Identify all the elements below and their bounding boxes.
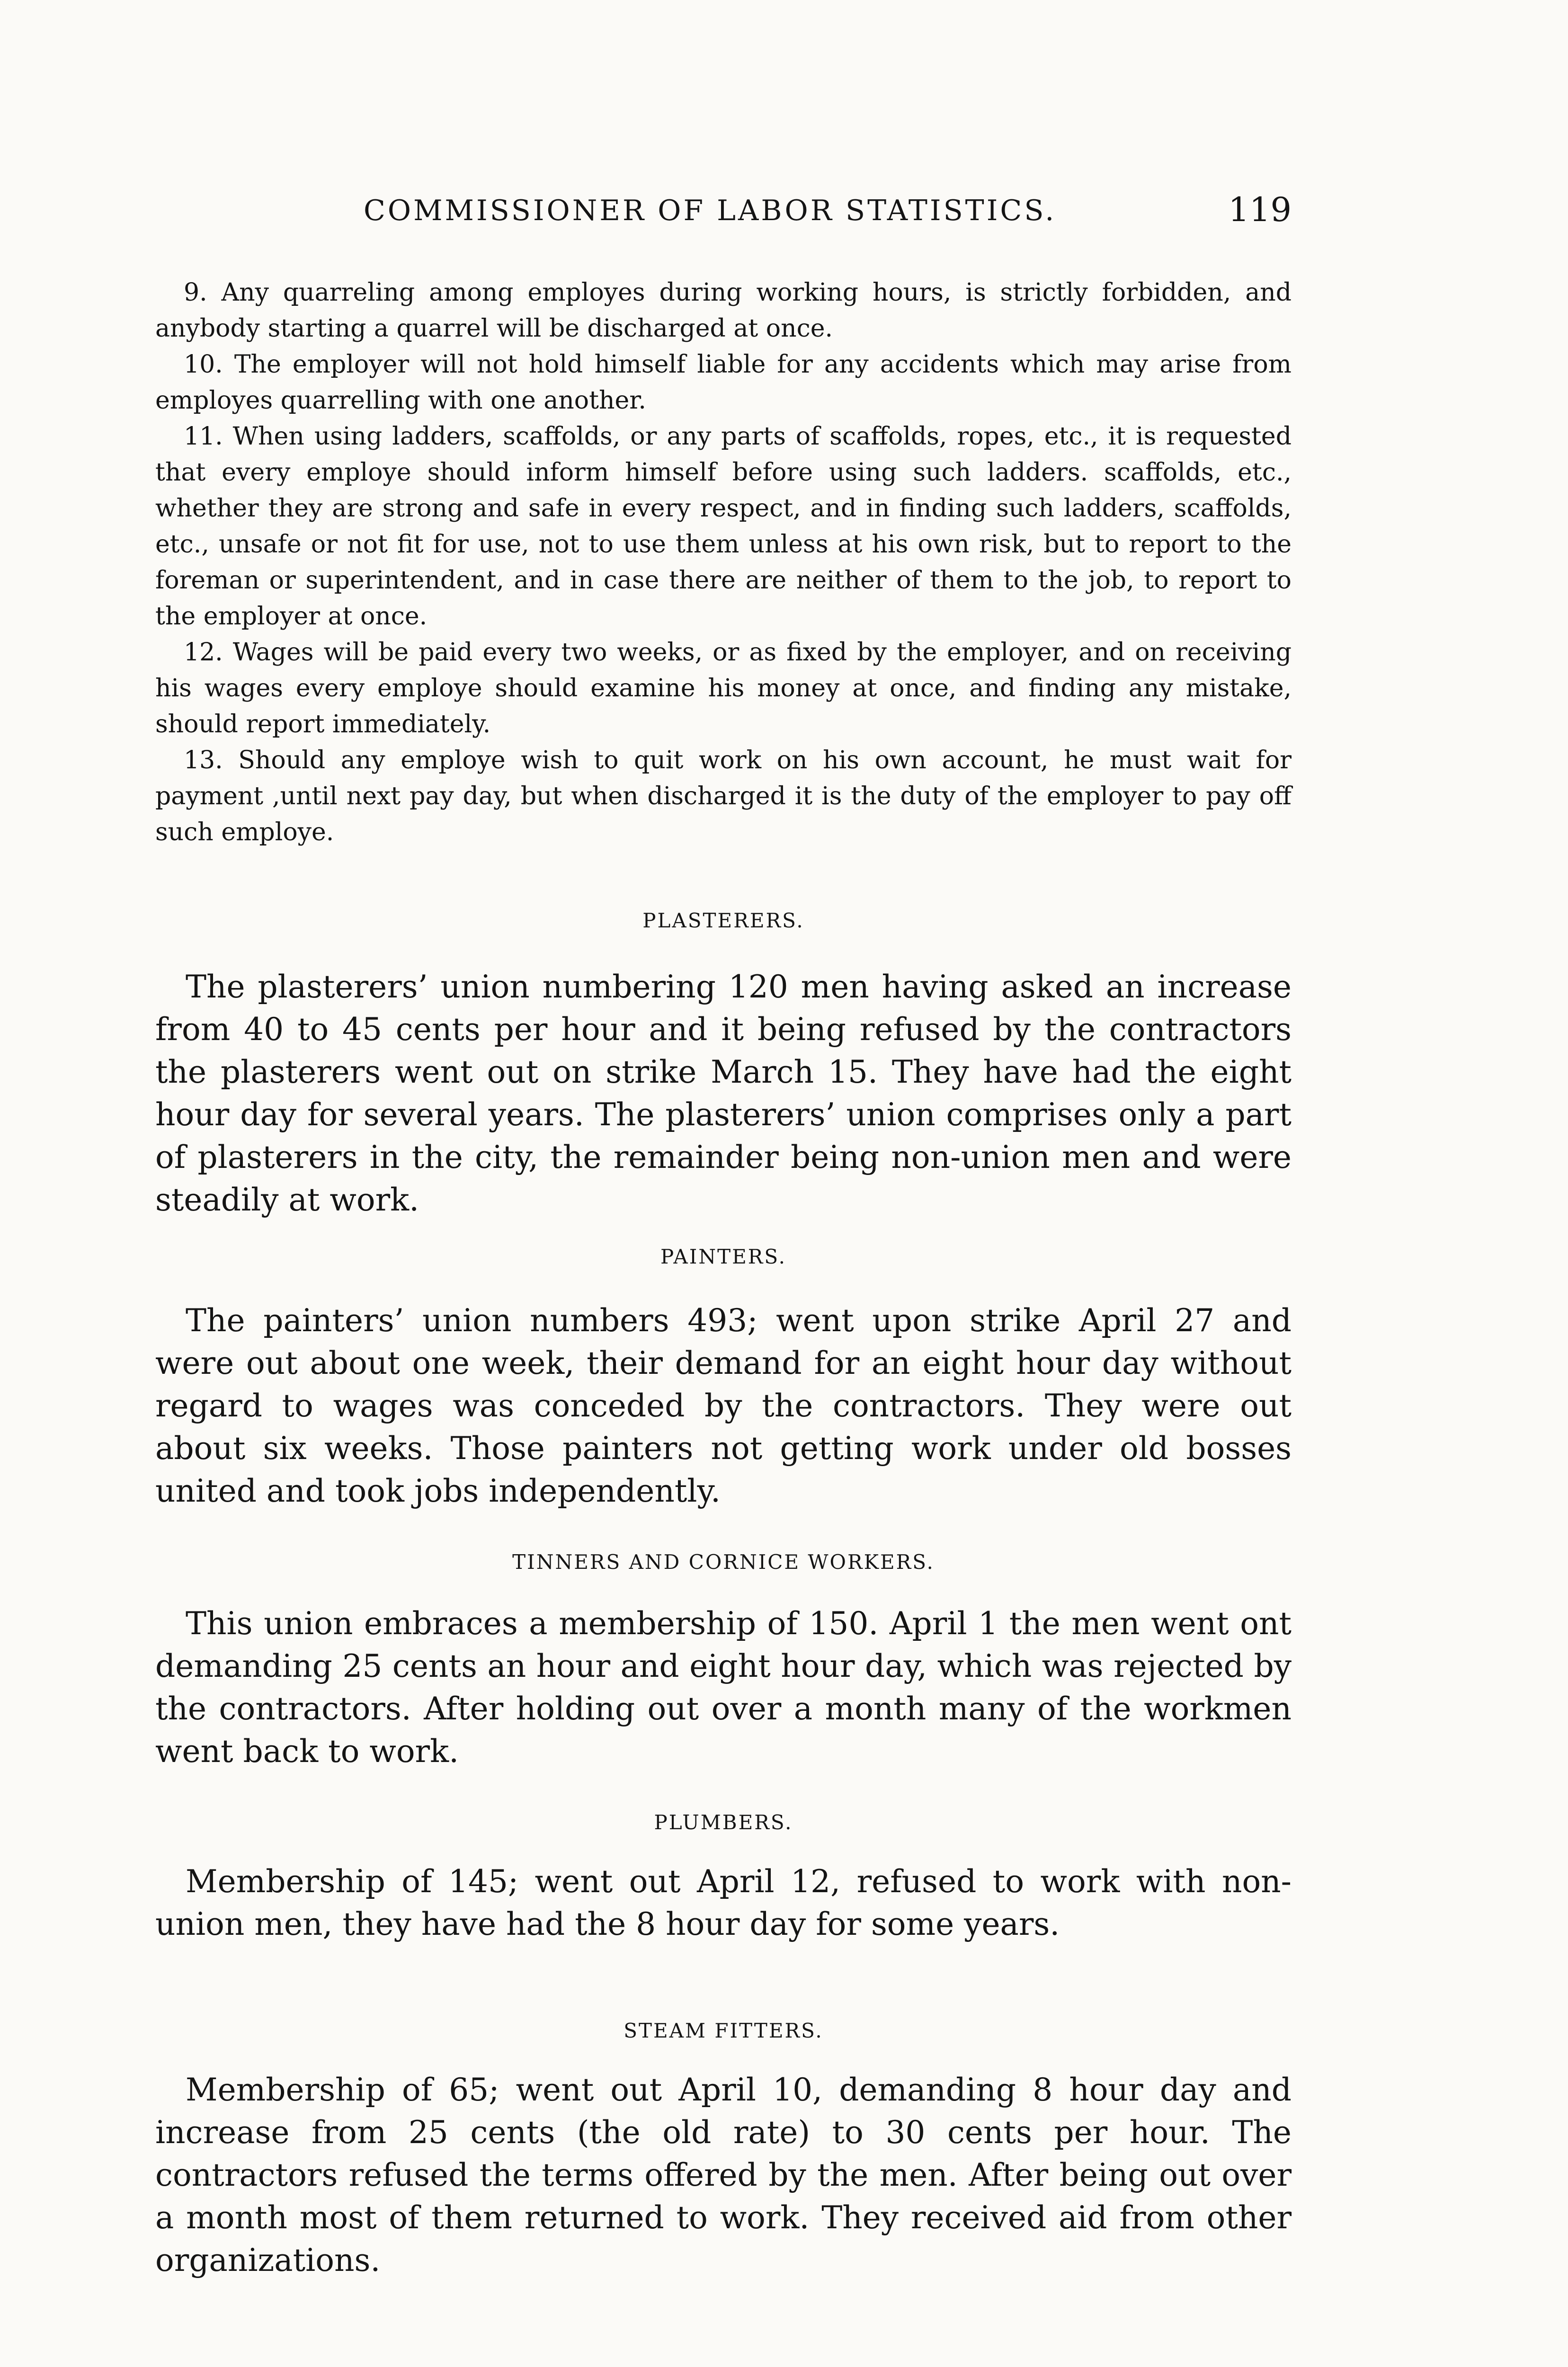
- rule-item: 13. Should any employe wish to quit work on his own account, he must wait for payment ,until next pay day, but when discharged it is the duty of the employer to pay off such employe.: [155, 746, 1292, 846]
- page-header: [155, 188, 1292, 240]
- running-title: COMMISSIONER OF LABOR STATISTICS.: [364, 194, 1057, 227]
- steam-fitters-paragraph: Membership of 65; went out April 10, demanding 8 hour day and increase from 25 cents (the old rate) to 30 cents per hour. The contractors refused the terms offered by the men. After being out over a month most of them returned to work. They received aid from other organizations.: [155, 2072, 1292, 2278]
- tinners-heading: TINNERS AND CORNICE WORKERS.: [512, 1550, 935, 1574]
- page-number: 119: [1228, 190, 1292, 229]
- rule-item: 9. Any quarreling among employes during working hours, is strictly forbidden, and anybody starting a quarrel will be discharged at once.: [155, 278, 1292, 343]
- rules-list: [155, 275, 1292, 850]
- tinners-paragraph: This union embraces a membership of 150. April 1 the men went ont demanding 25 cents an hour and eight hour day, which was rejected by the contractors. After holding out over a month many of the workmen went back to work.: [155, 1605, 1292, 1770]
- plasterers-paragraph: The plasterers’ union numbering 120 men having asked an increase from 40 to 45 cents per hour and it being refused by the contractors the plasterers went out on strike March 15. They have had the eight hour day for several years. The plasterers’ union comprises only a part of plasterers in the city, the remainder being non-union men and were steadily at work.: [155, 969, 1292, 1218]
- rule-item: 10. The employer will not hold himself liable for any accidents which may arise from employes quarrelling with one another.: [155, 350, 1292, 415]
- rule-item: 12. Wages will be paid every two weeks, or as fixed by the employer, and on receiving his wages every employe should examine his money at once, and finding any mistake, should report immediately.: [155, 638, 1292, 739]
- plumbers-heading: PLUMBERS.: [654, 1811, 793, 1834]
- plumbers-paragraph: Membership of 145; went out April 12, refused to work with non-union men, they have had the 8 hour day for some years.: [155, 1863, 1292, 1942]
- steam-fitters-heading: STEAM FITTERS.: [624, 2019, 823, 2042]
- rule-item: 11. When using ladders, scaffolds, or any parts of scaffolds, ropes, etc., it is requested that every employe should inform himself before using such ladders. scaffolds, etc., whether they are strong and safe in every respect, and in finding such ladders, scaffolds, etc., unsafe or not fit for use, not to use them unless at his own risk, but to report to the foreman or superintendent, and in case there are neither of them to the job, to report to the employer at once.: [155, 422, 1292, 631]
- painters-heading: PAINTERS.: [660, 1245, 786, 1268]
- painters-paragraph: The painters’ union numbers 493; went upon strike April 27 and were out about one week, their demand for an eight hour day without regard to wages was conceded by the contractors. They were out about six weeks. Those painters not getting work under old bosses united and took jobs independently.: [155, 1302, 1292, 1509]
- plasterers-heading: PLASTERERS.: [642, 909, 804, 932]
